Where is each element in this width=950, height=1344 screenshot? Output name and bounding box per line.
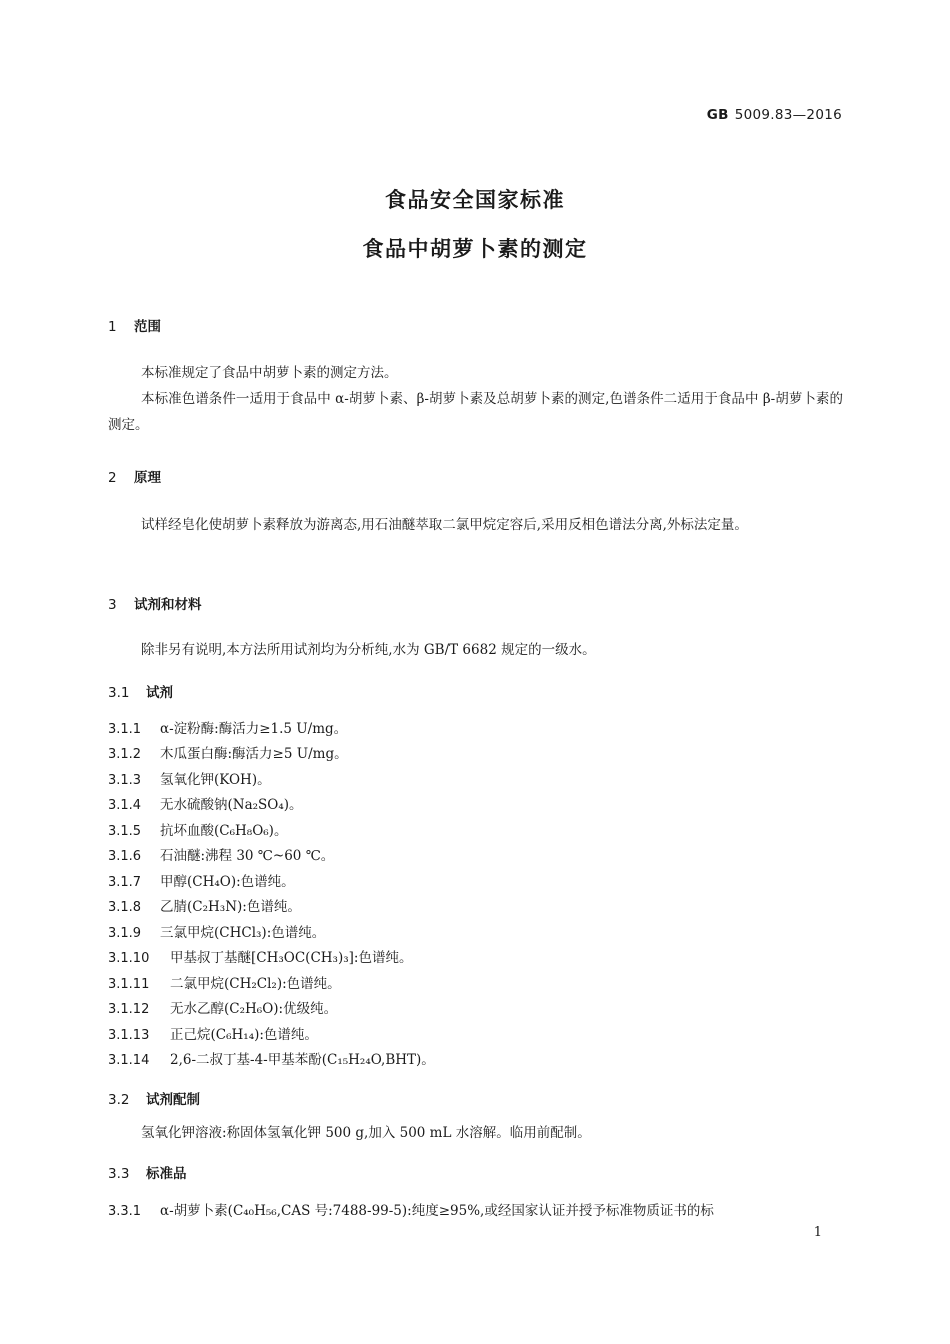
list-item [108, 819, 287, 839]
item-text: 无水乙醇(C₂H₆O):优级纯。 [170, 1001, 338, 1017]
section-title: 试剂和材料 [134, 597, 202, 613]
subsection-number: 3.2 [108, 1092, 130, 1108]
item-number: 3.1.13 [108, 1028, 150, 1043]
item-number: 3.1.3 [108, 773, 142, 788]
subsection-3-2-heading [108, 1088, 200, 1108]
list-item [108, 1199, 714, 1219]
item-number: 3.1.5 [108, 824, 142, 839]
item-number: 3.1.7 [108, 875, 142, 890]
section-3-paragraph-1 [108, 637, 843, 663]
item-number: 3.3.1 [108, 1204, 142, 1219]
section-number: 3 [108, 597, 117, 613]
section-1-paragraph-1 [108, 360, 843, 386]
list-item [108, 742, 348, 762]
standard-code [707, 107, 842, 123]
paragraph-text: 试样经皂化使胡萝卜素释放为游离态,用石油醚萃取二氯甲烷定容后,采用反相色谱法分离,外标法定量。 [141, 517, 748, 533]
item-text: 三氯甲烷(CHCl₃):色谱纯。 [160, 925, 326, 941]
subsection-title: 试剂配制 [146, 1092, 200, 1108]
item-number: 3.1.9 [108, 926, 142, 941]
paragraph-text: 本标准规定了食品中胡萝卜素的测定方法。 [141, 365, 398, 381]
item-text: 甲基叔丁基醚[CH₃OC(CH₃)₃]:色谱纯。 [170, 950, 413, 966]
item-number: 3.1.14 [108, 1053, 150, 1068]
item-number: 3.1.4 [108, 798, 142, 813]
list-item [108, 1048, 435, 1068]
item-text: 二氯甲烷(CH₂Cl₂):色谱纯。 [170, 976, 341, 992]
subsection-3-1-heading [108, 681, 173, 701]
subsection-3-3-heading [108, 1162, 187, 1182]
item-text: 甲醇(CH₄O):色谱纯。 [160, 874, 295, 890]
item-number: 3.1.1 [108, 722, 142, 737]
main-title: 食品安全国家标准 [385, 188, 565, 212]
item-number: 3.1.2 [108, 747, 142, 762]
section-3-heading [108, 593, 202, 613]
section-number: 2 [108, 470, 117, 486]
paragraph-text: 氢氧化钾溶液:称固体氢氧化钾 500 g,加入 500 mL 水溶解。临用前配制。 [141, 1125, 591, 1141]
page-number: 1 [813, 1225, 822, 1240]
subsection-number: 3.3 [108, 1166, 130, 1182]
list-item [108, 717, 347, 737]
list-item [108, 870, 295, 890]
section-number: 1 [108, 319, 117, 335]
subsection-title: 标准品 [146, 1166, 187, 1182]
paragraph-text: 本标准色谱条件一适用于食品中 α-胡萝卜素、β-胡萝卜素及总胡萝卜素的测定,色谱条件二适用于食品中 β-胡萝卜素的测定。 [108, 391, 843, 433]
list-item [108, 972, 341, 992]
item-text: 木瓜蛋白酶:酶活力≥5 U/mg。 [160, 746, 348, 762]
subsection-title: 试剂 [146, 685, 173, 701]
item-text: α-淀粉酶:酶活力≥1.5 U/mg。 [160, 721, 348, 737]
section-title: 范围 [134, 319, 161, 335]
sub-title: 食品中胡萝卜素的测定 [362, 237, 588, 261]
section-1-heading [108, 315, 161, 335]
list-item [108, 921, 325, 941]
item-text: 无水硫酸钠(Na₂SO₄)。 [160, 797, 303, 813]
item-text: 氢氧化钾(KOH)。 [160, 772, 271, 788]
standard-number: 5009.83—2016 [734, 107, 842, 123]
item-text: 2,6-二叔丁基-4-甲基苯酚(C₁₅H₂₄O,BHT)。 [170, 1052, 435, 1068]
section-2-heading [108, 466, 161, 486]
list-item [108, 844, 334, 864]
item-text: 乙腈(C₂H₃N):色谱纯。 [160, 899, 301, 915]
section-title: 原理 [134, 470, 161, 486]
paragraph-text: 除非另有说明,本方法所用试剂均为分析纯,水为 GB/T 6682 规定的一级水。 [141, 642, 596, 658]
item-text: α-胡萝卜素(C₄₀H₅₆,CAS 号:7488-99-5):纯度≥95%,或经国家认证并授予标准物质证书的标 [160, 1203, 714, 1219]
item-text: 抗坏血酸(C₆H₈O₆)。 [160, 823, 288, 839]
list-item [108, 793, 303, 813]
item-number: 3.1.11 [108, 977, 150, 992]
item-number: 3.1.6 [108, 849, 142, 864]
section-1-paragraph-2 [108, 386, 843, 438]
list-item [108, 1023, 318, 1043]
item-text: 石油醚:沸程 30 ℃~60 ℃。 [160, 848, 335, 864]
list-item [108, 895, 301, 915]
list-item [108, 946, 412, 966]
list-item [108, 768, 271, 788]
standard-prefix: GB [706, 107, 729, 123]
list-item [108, 997, 337, 1017]
subsection-number: 3.1 [108, 685, 130, 701]
section-2-paragraph-1 [108, 512, 843, 538]
item-number: 3.1.12 [108, 1002, 150, 1017]
item-text: 正己烷(C₆H₁₄):色谱纯。 [170, 1027, 318, 1043]
subsection-3-2-paragraph [108, 1120, 843, 1146]
item-number: 3.1.8 [108, 900, 142, 915]
item-number: 3.1.10 [108, 951, 150, 966]
